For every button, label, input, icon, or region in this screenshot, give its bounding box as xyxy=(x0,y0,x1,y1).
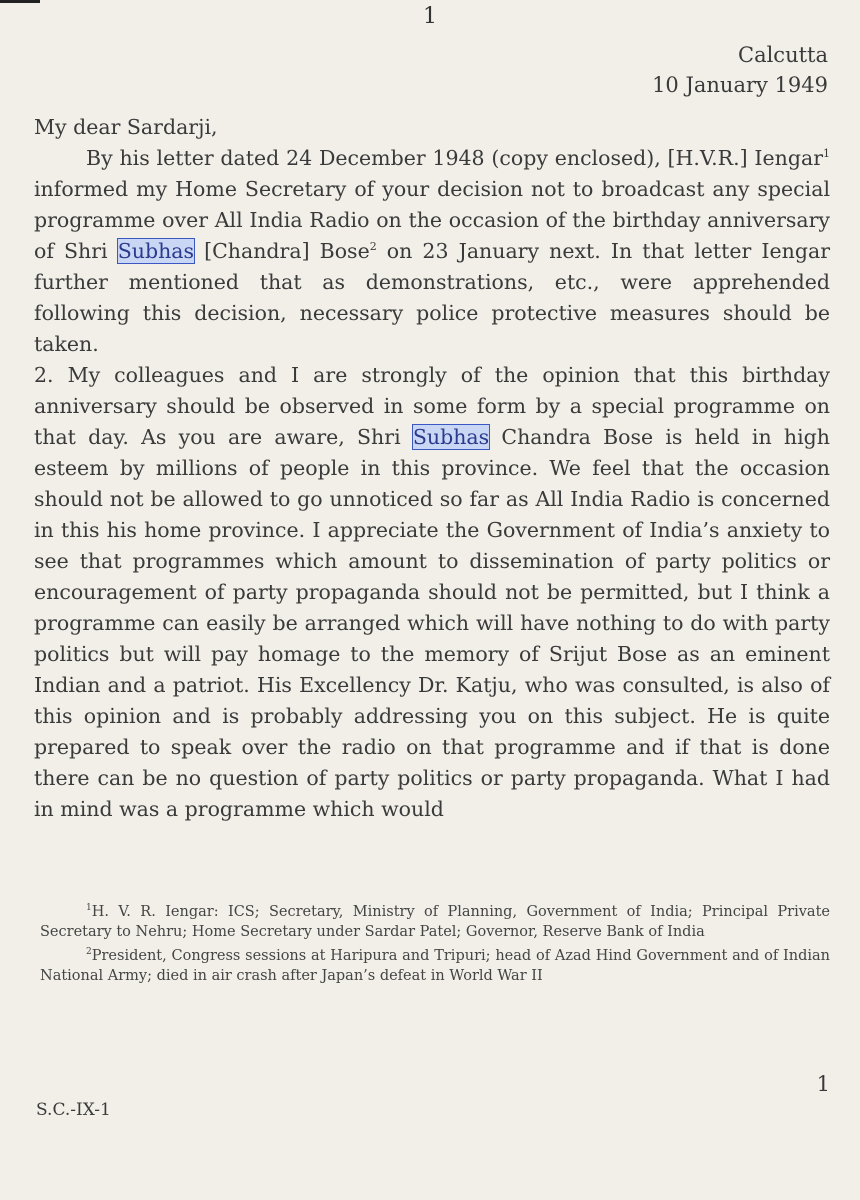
series-code: S.C.-IX-1 xyxy=(36,1100,111,1120)
p1-text-3: [Chandra] Bose xyxy=(194,239,370,263)
footnotes xyxy=(40,902,830,990)
footnote-ref-2[interactable]: 2 xyxy=(369,240,377,254)
p1-text-4: on 23 January next. In that letter Iengar further mentioned that as demonstrations, etc., were apprehended following this decision, necessary police protective measures should be taken. xyxy=(34,239,830,356)
page-number-bottom: 1 xyxy=(816,1072,830,1096)
page-number-top: 1 xyxy=(423,4,437,29)
p2-text-1: 2. My colleagues and I are strongly of the opinion that this birthday anniversary should be observed in some form by a special programme on that day. As you are aware, Shri xyxy=(34,363,830,449)
top-left-mark xyxy=(0,0,40,3)
highlighted-word[interactable]: Subhas xyxy=(412,425,490,449)
footnote-2 xyxy=(40,946,830,986)
paragraph-1 xyxy=(34,143,830,360)
letter-body xyxy=(34,112,830,825)
footnote-text: President, Congress sessions at Haripura and Tripuri; head of Azad Hind Government and of Indian National Army; died in air crash after Japan’s defeat in World War II xyxy=(40,948,830,984)
salutation: My dear Sardarji, xyxy=(34,115,218,139)
p1-text-1: By his letter dated 24 December 1948 (copy enclosed), [H.V.R.] Iengar xyxy=(86,146,823,170)
p1-text-2: informed my Home Secretary of your decision not to broadcast any special programme over All India Radio on the occasion of the birthday anniversary of Shri xyxy=(34,177,830,263)
footnote-mark: 2 xyxy=(86,947,92,958)
footnote-ref-1[interactable]: 1 xyxy=(823,147,830,161)
date: 10 January 1949 xyxy=(652,73,828,97)
footnote-text: H. V. R. Iengar: ICS; Secretary, Ministry of Planning, Government of India; Principal Private Secretary to Nehru; Home Secretary under Sardar Patel; Governor, Reserve Bank of India xyxy=(40,904,830,940)
footnote-mark: 1 xyxy=(86,903,92,914)
place: Calcutta xyxy=(738,43,828,67)
footnote-1 xyxy=(40,902,830,942)
highlighted-word[interactable]: Subhas xyxy=(117,239,195,263)
p2-text-2: Chandra Bose is held in high esteem by millions of people in this province. We feel that the occasion should not be allowed to go unnoticed so far as All India Radio is concerned in this his home province. I appreciate the Government of India’s anxiety to see that programmes which amount to dissemination of party politics or encouragement of party propaganda should not be permitted, but I think a programme can easily be arranged which will have nothing to do with party politics but will pay homage to the memory of Srijut Bose as an eminent Indian and a patriot. His Excellency Dr. Katju, who was consulted, is also of this opinion and is probably addressing you on this subject. He is quite prepared to speak over the radio on that programme and if that is done there can be no question of party politics or party propaganda. What I had in mind was a programme which would xyxy=(34,425,830,821)
dateline xyxy=(652,40,828,100)
paragraph-2 xyxy=(34,360,830,825)
